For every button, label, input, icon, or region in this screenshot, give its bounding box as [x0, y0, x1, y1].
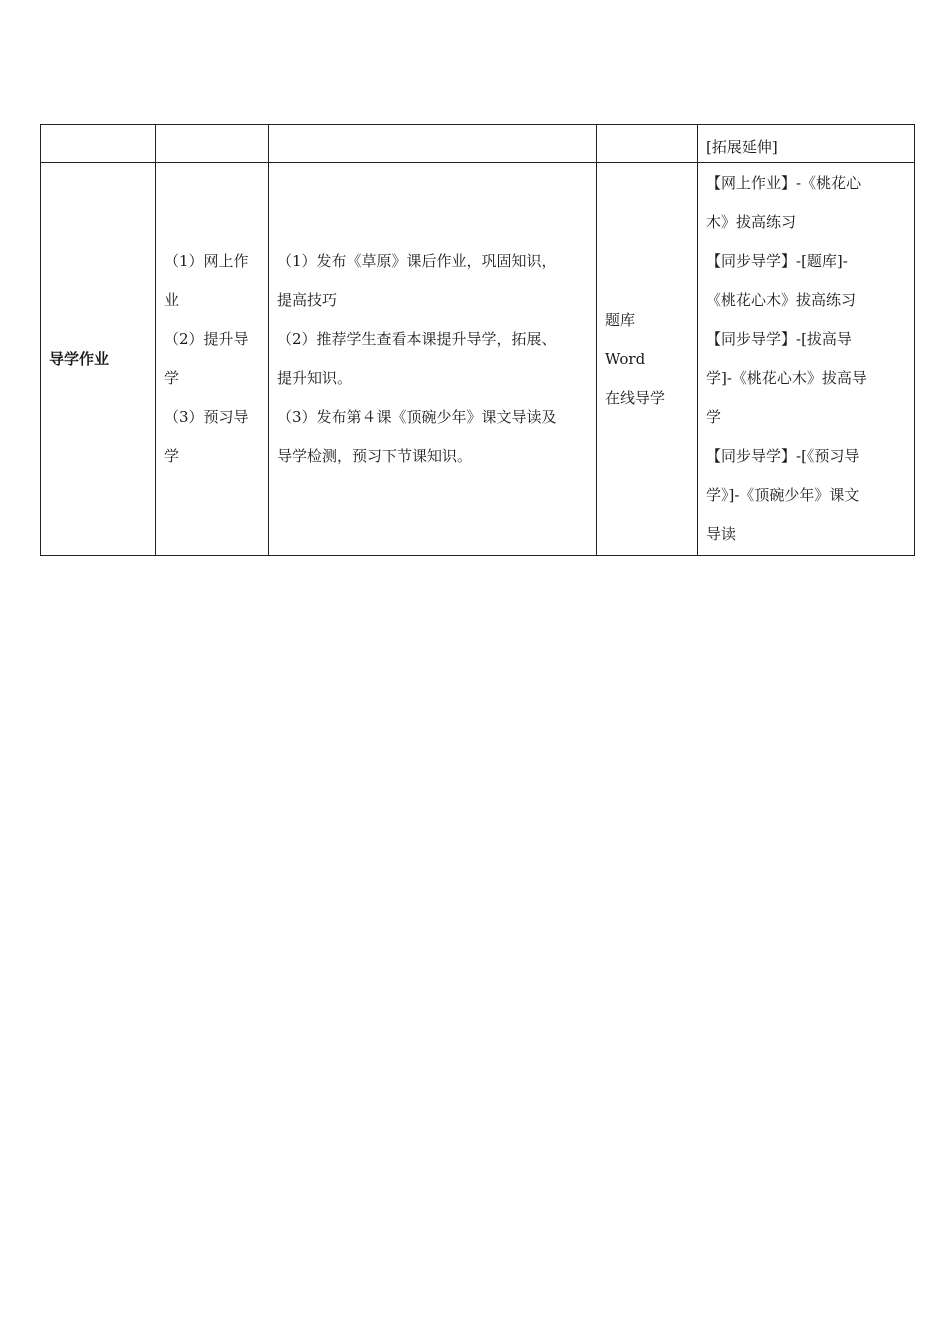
section-title: 导学作业 [49, 349, 110, 368]
resource-line: 【同步导学】-[《预习导 [706, 447, 860, 465]
teacher-action-line: （3）发布第４课《顶碗少年》课文导读及 [277, 408, 557, 426]
resource-line: 《桃花心木》拔高练习 [706, 291, 857, 309]
activity-line: （3）预习导 [164, 408, 249, 426]
media-line: 在线导学 [605, 388, 666, 407]
activity-line: 学 [164, 369, 180, 387]
empty-cell [597, 125, 698, 163]
resource-line: 【网上作业】-《桃花心 [706, 174, 862, 192]
table-row [41, 163, 915, 556]
resource-line: 【同步导学】-[题库]- [706, 252, 848, 270]
empty-cell [156, 125, 269, 163]
resource-line: 学]-《桃花心木》拔高导 [706, 369, 867, 387]
teacher-action-line: 导学检测，预习下节课知识。 [277, 447, 473, 465]
resource-line: 导读 [706, 525, 737, 543]
resource-line: 学》]-《顶碗少年》课文 [706, 486, 860, 504]
activities-cell [156, 163, 269, 556]
media-line: 题库 [605, 310, 636, 329]
activity-line: 业 [164, 291, 180, 309]
resources-cell [698, 163, 915, 556]
empty-cell [41, 125, 156, 163]
empty-cell [269, 125, 597, 163]
media-line: Word [605, 349, 646, 368]
activity-line: 学 [164, 447, 180, 465]
teacher-action-line: 提高技巧 [277, 291, 338, 309]
teacher-action-line: 提升知识。 [277, 369, 353, 387]
resource-line: 学 [706, 408, 722, 426]
resource-line: 【同步导学】-[拔高导 [706, 330, 852, 348]
section-title-cell [41, 163, 156, 556]
activity-line: （2）提升导 [164, 330, 249, 348]
teacher-actions-cell [269, 163, 597, 556]
media-cell [597, 163, 698, 556]
teacher-action-line: （1）发布《草原》课后作业，巩固知识， [277, 252, 557, 270]
activity-line: （1）网上作 [164, 252, 249, 270]
teacher-action-line: （2）推荐学生查看本课提升导学，拓展、 [277, 330, 557, 348]
table-row [41, 125, 915, 163]
extension-label: [拓展延伸] [706, 137, 778, 156]
resource-line: 木》拔高练习 [706, 213, 797, 231]
resource-cell [698, 125, 915, 163]
lesson-plan-table [40, 124, 915, 556]
